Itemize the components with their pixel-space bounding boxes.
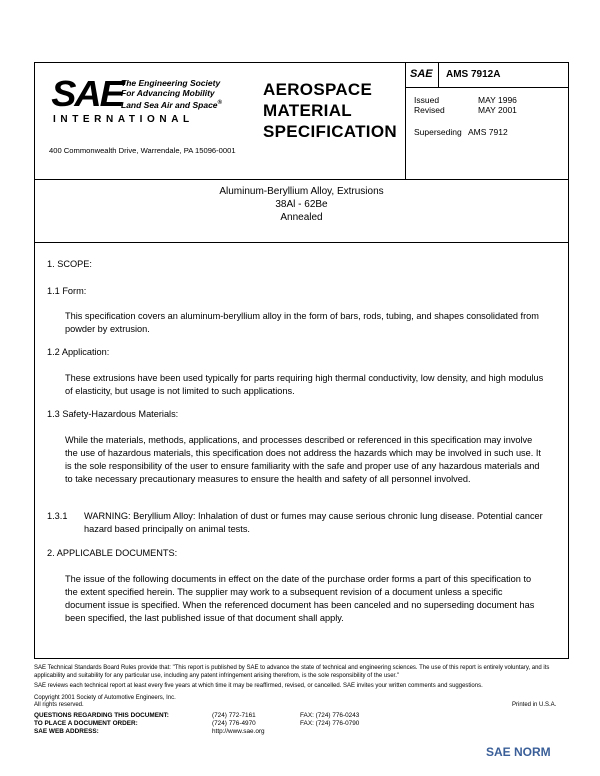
footer-questions-label: QUESTIONS REGARDING THIS DOCUMENT: bbox=[34, 712, 169, 719]
spec-type-line-1: AEROSPACE bbox=[263, 80, 373, 99]
footer-web-value: http://www.sae.org bbox=[212, 728, 265, 735]
footer-review: SAE reviews each technical report at least every five years at which time it may be reaffirmed, revised, or cancelled. SAE invites your written comments and suggestions. bbox=[34, 683, 483, 689]
sae-address: 400 Commonwealth Drive, Warrendale, PA 15096-0001 bbox=[49, 146, 236, 155]
footer-questions-fax: FAX: (724) 776-0243 bbox=[300, 712, 360, 719]
ams-sae-logo: SAE bbox=[410, 68, 433, 80]
footer-web-label: SAE WEB ADDRESS: bbox=[34, 728, 99, 735]
sae-logo bbox=[51, 73, 283, 136]
ams-number-row bbox=[406, 63, 568, 88]
document-header bbox=[35, 63, 568, 180]
footer-order-label: TO PLACE A DOCUMENT ORDER: bbox=[34, 720, 138, 727]
footer-rights: All rights reserved. bbox=[34, 702, 84, 708]
section-1-2-heading: 1.2 Application: bbox=[47, 347, 110, 357]
sae-norm-watermark bbox=[486, 745, 551, 759]
section-1-1-heading: 1.1 Form: bbox=[47, 286, 87, 296]
tagline-line-3-text: Land Sea Air and Space bbox=[121, 99, 218, 110]
spec-type-line-2: MATERIAL bbox=[263, 101, 352, 120]
section-2-text: The issue of the following documents in effect on the date of the purchase order forms a part of this specification to the extent specified herein. The supplier may work to a subsequent revision of a document unless a specific document issue is specified. When the referenced document has been canceled and no superseding document has been specified, the last published issue of that document shall apply. bbox=[65, 574, 535, 623]
sae-norm-text: SAE NORM bbox=[486, 745, 551, 759]
sae-tagline bbox=[121, 78, 222, 110]
section-1-3-1-number: 1.3.1 bbox=[47, 511, 68, 521]
international-text: INTERNATIONAL bbox=[53, 114, 194, 125]
spec-info-panel bbox=[406, 63, 568, 179]
issued-label: Issued bbox=[414, 95, 440, 105]
ams-row-divider bbox=[438, 63, 439, 87]
section-1-3-text: While the materials, methods, applications, and processes described or referenced in this specification may involve the use of hazardous materials, this specification does not address the hazards which may be involved in such use. It is the sole responsibility of the user to ensure familiarity with the safe and proper use of any hazardous materials and to take necessary precautionary measures to ensure the health and safety of all personnel involved. bbox=[65, 435, 541, 484]
title-divider bbox=[35, 242, 568, 243]
footer-printed: Printed in U.S.A. bbox=[512, 702, 557, 708]
section-2-heading: 2. APPLICABLE DOCUMENTS: bbox=[47, 548, 178, 558]
revised-value: MAY 2001 bbox=[478, 105, 517, 115]
spec-type-line-3: SPECIFICATION bbox=[263, 122, 397, 141]
document-title bbox=[35, 185, 568, 224]
spec-type-title bbox=[263, 79, 397, 142]
footer-questions-phone: (724) 772-7161 bbox=[212, 712, 256, 719]
issued-value: MAY 1996 bbox=[478, 95, 517, 105]
superseding-label: Superseding bbox=[414, 127, 462, 137]
footer-copyright: Copyright 2001 Society of Automotive Engineers, Inc. bbox=[34, 695, 176, 701]
title-line-2: 38Al - 62Be bbox=[275, 199, 328, 210]
document-frame bbox=[34, 62, 569, 659]
section-1-heading: 1. SCOPE: bbox=[47, 259, 92, 269]
section-1-1-text: This specification covers an aluminum-beryllium alloy in the form of bars, rods, tubing, and shapes consolidated from powder by extrusion. bbox=[65, 311, 539, 334]
sae-logo-mark: SAE bbox=[51, 73, 123, 114]
tagline-line-1: The Engineering Society bbox=[121, 78, 221, 88]
footer-order-fax: FAX: (724) 776-0790 bbox=[300, 720, 360, 727]
tagline-line-3 bbox=[121, 98, 222, 110]
title-line-1: Aluminum-Beryllium Alloy, Extrusions bbox=[219, 186, 384, 197]
footer-order-phone: (724) 776-4970 bbox=[212, 720, 256, 727]
footer-policy: SAE Technical Standards Board Rules provide that: "This report is published by SAE to advance the state of technical and engineering sciences. The use of this report is entirely voluntary, and its applicability and suitability for any particular use, including any patent infringement arising therefrom, is the sole responsibility of the user." bbox=[34, 665, 550, 679]
superseding-value: AMS 7912 bbox=[468, 127, 508, 137]
title-line-3: Annealed bbox=[280, 212, 323, 223]
revised-label: Revised bbox=[414, 105, 445, 115]
section-1-3-heading: 1.3 Safety-Hazardous Materials: bbox=[47, 409, 179, 419]
tagline-line-2: For Advancing Mobility bbox=[121, 88, 215, 98]
ams-number: AMS 7912A bbox=[446, 69, 501, 80]
registered-mark: ® bbox=[217, 100, 222, 106]
section-1-3-1-warning: WARNING: Beryllium Alloy: Inhalation of dust or fumes may cause serious chronic lung disease. Potential cancer hazard based principally on animal tests. bbox=[84, 511, 543, 534]
section-1-2-text: These extrusions have been used typically for parts requiring high thermal conductivity, low density, and high modulus of elasticity, but usage is not limited to such applications. bbox=[65, 373, 544, 396]
